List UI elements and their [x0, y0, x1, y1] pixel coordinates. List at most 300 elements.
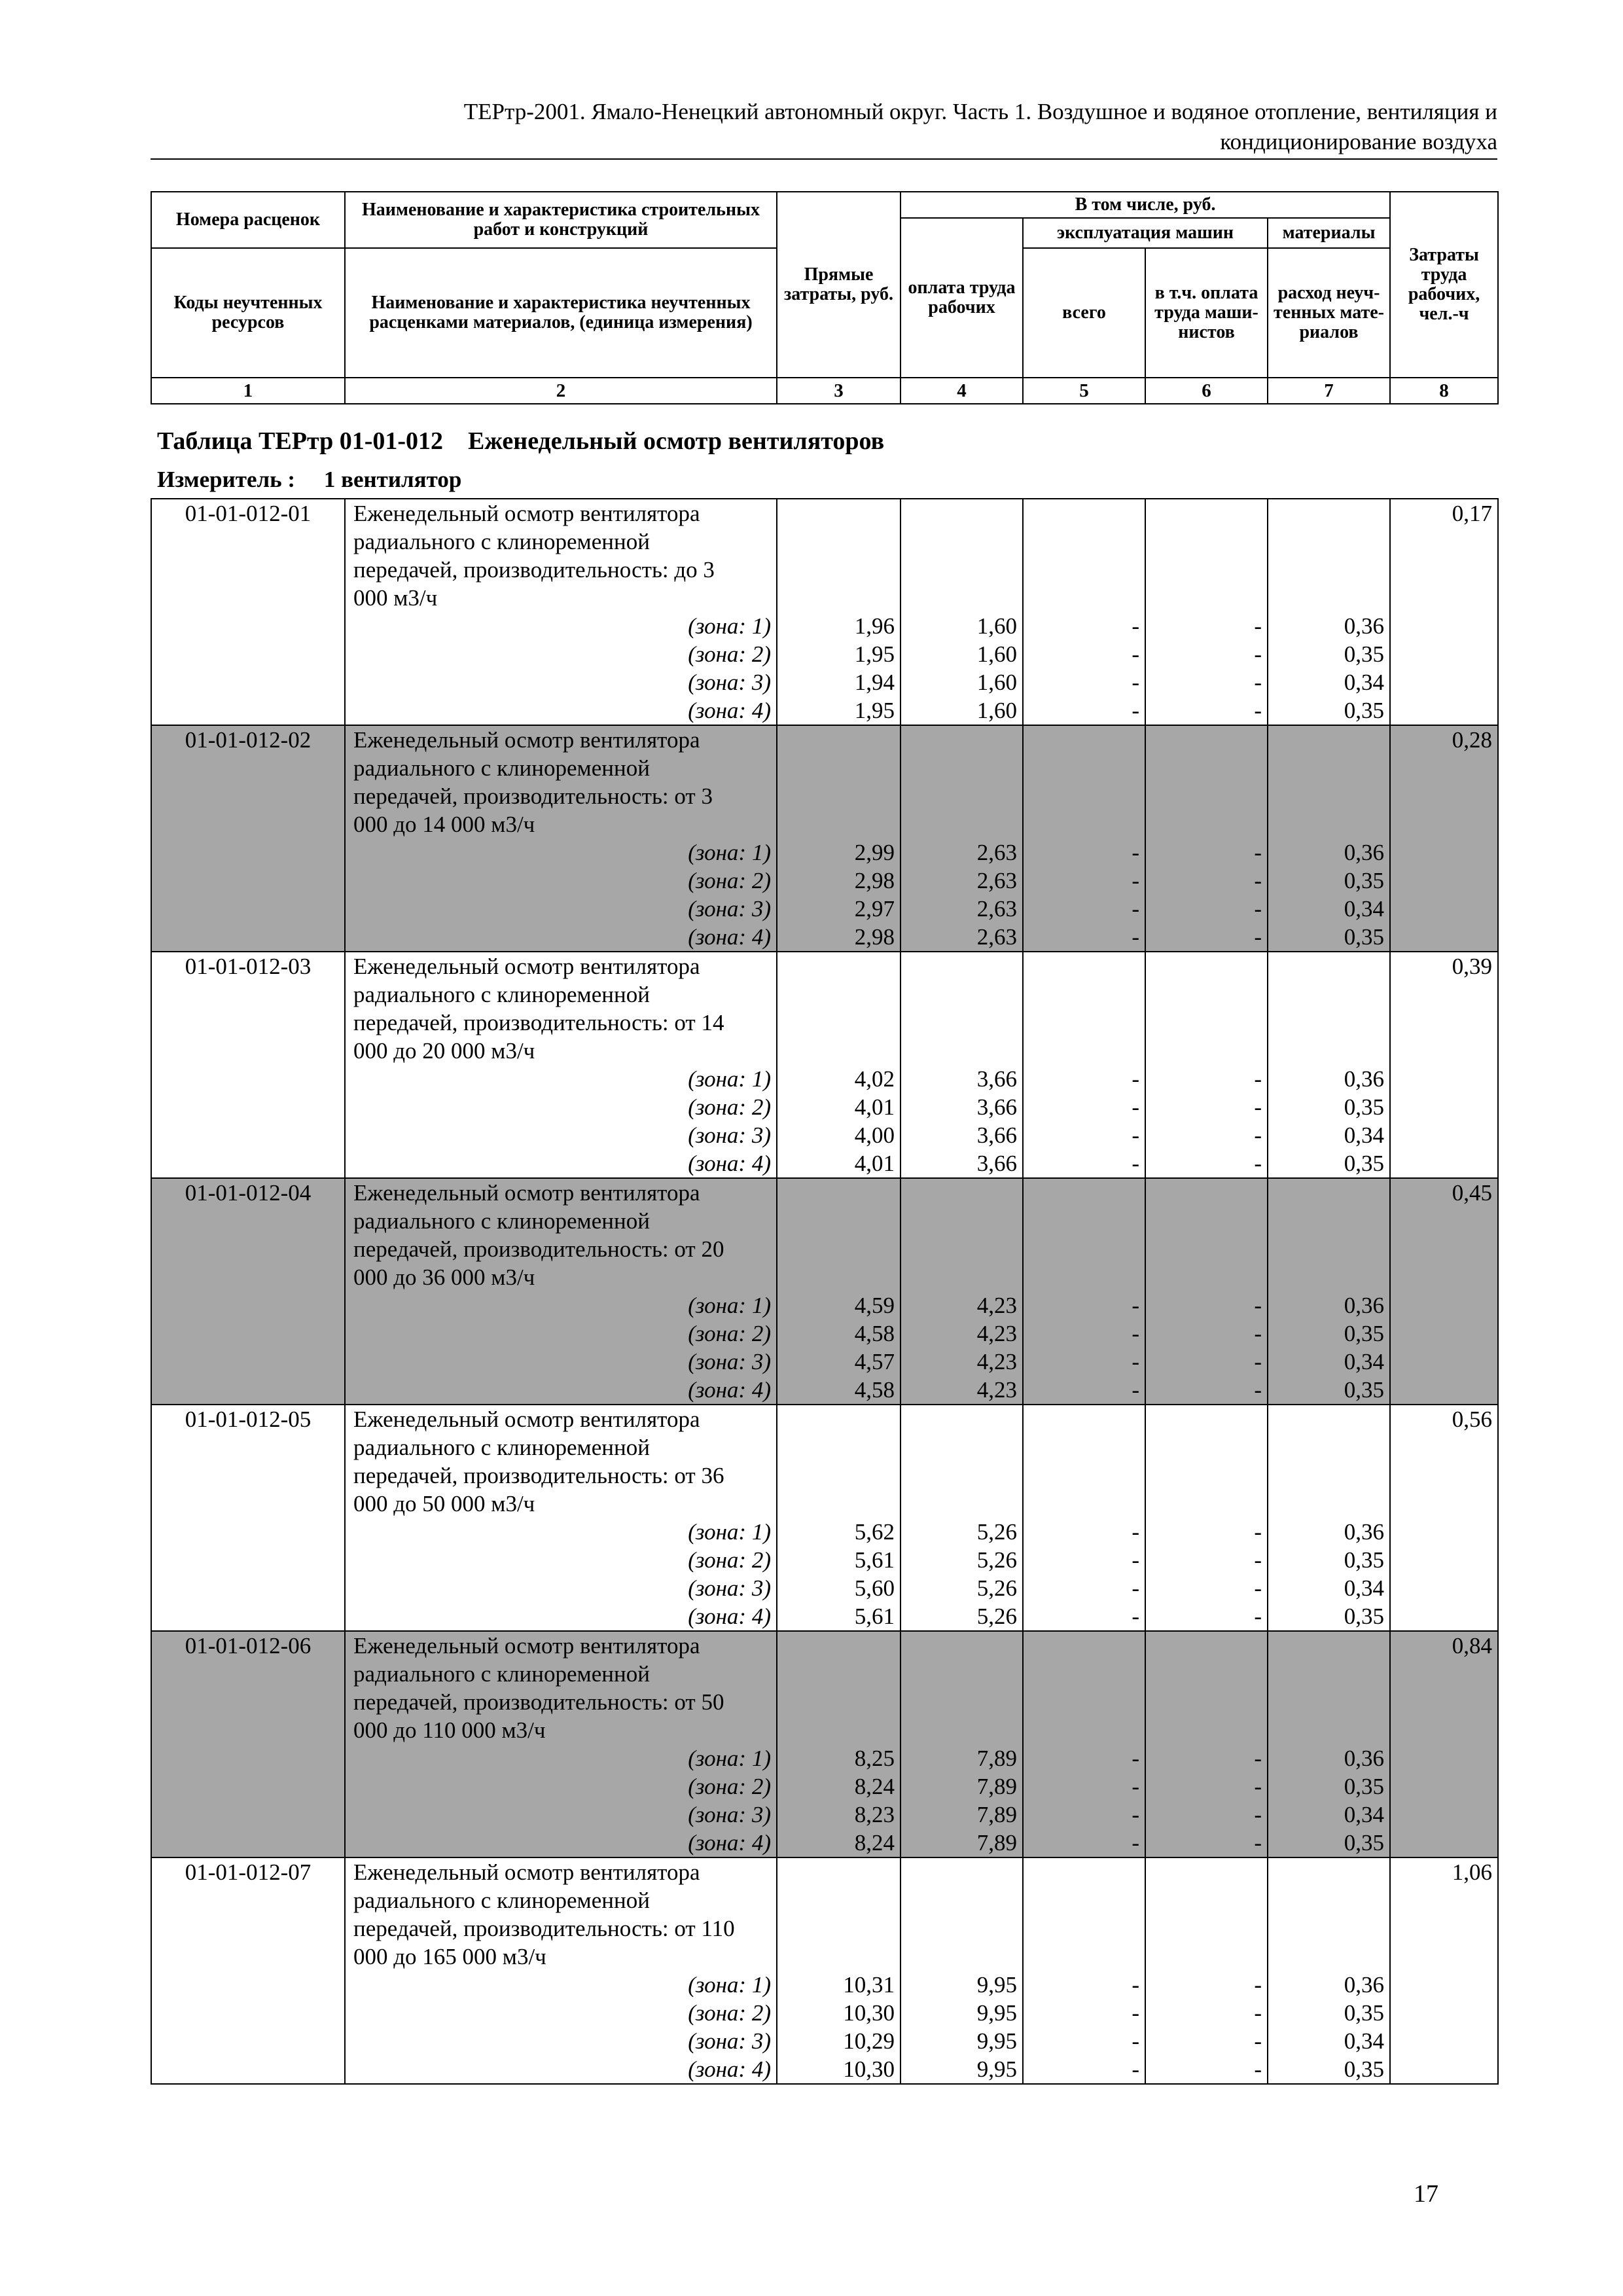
zone-row [151, 1574, 1498, 1602]
empty-cell [901, 782, 1023, 810]
empty-cell [901, 1716, 1023, 1744]
empty-cell [1145, 528, 1268, 556]
rate-name-line: радиального с клиноременной [345, 1433, 777, 1462]
direct-costs: 10,30 [777, 1999, 901, 2027]
direct-costs: 1,95 [777, 640, 901, 668]
empty-cell [777, 1943, 901, 1971]
materials: 0,35 [1268, 640, 1390, 668]
rate-name-line: Еженедельный осмотр вентилятора [345, 725, 777, 754]
direct-costs: 8,23 [777, 1801, 901, 1829]
labor-costs: 0,45 [1390, 1178, 1498, 1405]
empty-cell [777, 1660, 901, 1688]
empty-cell [1023, 1490, 1145, 1518]
zone-label: (зона: 3) [345, 2027, 777, 2055]
empty-cell [1023, 556, 1145, 584]
zone-row [151, 1518, 1498, 1546]
empty-cell [1268, 1688, 1390, 1716]
materials: 0,35 [1268, 1829, 1390, 1857]
materials: 0,36 [1268, 1744, 1390, 1772]
zone-row [151, 1801, 1498, 1829]
empty-cell [1268, 1009, 1390, 1037]
table-row [151, 980, 1498, 1009]
empty-cell [1145, 1263, 1268, 1291]
empty-cell [1023, 584, 1145, 612]
empty-cell [901, 1009, 1023, 1037]
labor-costs: 0,56 [1390, 1405, 1498, 1631]
table-row [151, 1235, 1498, 1263]
zone-label: (зона: 4) [345, 2055, 777, 2084]
header-unaccounted-materials: расход неуч-тенных мате-риалов [1268, 248, 1390, 378]
empty-cell [777, 725, 901, 754]
empty-cell [1268, 980, 1390, 1009]
empty-cell [901, 1207, 1023, 1235]
empty-cell [1268, 1037, 1390, 1065]
empty-cell [901, 1943, 1023, 1971]
empty-cell [777, 1490, 901, 1518]
wages: 4,23 [901, 1319, 1023, 1348]
zone-label: (зона: 2) [345, 867, 777, 895]
empty-cell [1023, 1914, 1145, 1943]
zone-label: (зона: 3) [345, 668, 777, 696]
materials: 0,36 [1268, 1065, 1390, 1093]
empty-cell [777, 584, 901, 612]
rate-name-line: Еженедельный осмотр вентилятора [345, 1857, 777, 1886]
empty-cell [901, 1433, 1023, 1462]
empty-cell [1145, 1857, 1268, 1886]
empty-cell [1145, 1207, 1268, 1235]
machines-total: - [1023, 867, 1145, 895]
materials: 0,35 [1268, 923, 1390, 952]
machinists-wages: - [1145, 2027, 1268, 2055]
empty-cell [1023, 1263, 1145, 1291]
direct-costs: 2,98 [777, 923, 901, 952]
rate-code: 01-01-012-06 [151, 1631, 345, 1857]
wages: 4,23 [901, 1348, 1023, 1376]
machines-total: - [1023, 1602, 1145, 1631]
rate-name-line: Еженедельный осмотр вентилятора [345, 952, 777, 980]
empty-cell [1023, 1688, 1145, 1716]
wages: 5,26 [901, 1602, 1023, 1631]
table-row [151, 754, 1498, 782]
zone-label: (зона: 3) [345, 1574, 777, 1602]
table-row [151, 1263, 1498, 1291]
zone-label: (зона: 1) [345, 1065, 777, 1093]
table-row [151, 1914, 1498, 1943]
wages: 3,66 [901, 1093, 1023, 1121]
table-row [151, 1009, 1498, 1037]
rate-name-line: 000 до 50 000 м3/ч [345, 1490, 777, 1518]
materials: 0,34 [1268, 895, 1390, 923]
wages: 4,23 [901, 1376, 1023, 1405]
empty-cell [1023, 1660, 1145, 1688]
zone-label: (зона: 3) [345, 1121, 777, 1149]
empty-cell [1145, 1235, 1268, 1263]
labor-costs: 0,17 [1390, 499, 1498, 725]
empty-cell [1268, 1263, 1390, 1291]
empty-cell [1145, 556, 1268, 584]
direct-costs: 2,97 [777, 895, 901, 923]
zone-row [151, 1971, 1498, 1999]
wages: 3,66 [901, 1121, 1023, 1149]
empty-cell [777, 1009, 901, 1037]
wages: 7,89 [901, 1744, 1023, 1772]
machinists-wages: - [1145, 1093, 1268, 1121]
materials: 0,35 [1268, 1093, 1390, 1121]
rate-name-line: Еженедельный осмотр вентилятора [345, 1178, 777, 1207]
rate-name-line: передачей, производительность: от 36 [345, 1462, 777, 1490]
empty-cell [901, 1886, 1023, 1914]
labor-costs: 0,39 [1390, 952, 1498, 1178]
machinists-wages: - [1145, 612, 1268, 640]
empty-cell [901, 1263, 1023, 1291]
zone-row [151, 1602, 1498, 1631]
empty-cell [1145, 1178, 1268, 1207]
empty-cell [1023, 1235, 1145, 1263]
machinists-wages: - [1145, 640, 1268, 668]
table-row [151, 1433, 1498, 1462]
zone-row [151, 2027, 1498, 2055]
header-machines-total: всего [1023, 248, 1145, 378]
page-header [151, 97, 1497, 160]
header-including: В том числе, руб. [901, 192, 1390, 218]
machines-total: - [1023, 1971, 1145, 1999]
machines-total: - [1023, 1149, 1145, 1178]
empty-cell [901, 1490, 1023, 1518]
zone-label: (зона: 1) [345, 1518, 777, 1546]
zone-row [151, 1065, 1498, 1093]
direct-costs: 8,24 [777, 1829, 901, 1857]
empty-cell [901, 1631, 1023, 1660]
zone-row [151, 1546, 1498, 1574]
machinists-wages: - [1145, 1121, 1268, 1149]
zone-row [151, 640, 1498, 668]
rate-name-line: 000 до 14 000 м3/ч [345, 810, 777, 838]
empty-cell [777, 1631, 901, 1660]
empty-cell [1023, 1716, 1145, 1744]
wages: 1,60 [901, 668, 1023, 696]
wages: 2,63 [901, 923, 1023, 952]
empty-cell [777, 1716, 901, 1744]
labor-costs: 1,06 [1390, 1857, 1498, 2084]
direct-costs: 10,30 [777, 2055, 901, 2084]
direct-costs: 5,61 [777, 1602, 901, 1631]
header-resource-codes: Коды неучтенных ресурсов [151, 248, 345, 378]
empty-cell [901, 754, 1023, 782]
machines-total: - [1023, 1319, 1145, 1348]
empty-cell [1145, 1462, 1268, 1490]
rate-name-line: Еженедельный осмотр вентилятора [345, 1631, 777, 1660]
rate-name-line: передачей, производительность: от 14 [345, 1009, 777, 1037]
zone-label: (зона: 4) [345, 696, 777, 725]
empty-cell [1145, 1490, 1268, 1518]
empty-cell [901, 1660, 1023, 1688]
wages: 9,95 [901, 2027, 1023, 2055]
direct-costs: 2,99 [777, 838, 901, 867]
direct-costs: 4,58 [777, 1319, 901, 1348]
empty-cell [1268, 754, 1390, 782]
empty-cell [901, 1462, 1023, 1490]
table-row [151, 810, 1498, 838]
empty-cell [1023, 1405, 1145, 1433]
measure-unit: Измеритель : 1 вентилятор [157, 467, 462, 492]
zone-row [151, 1348, 1498, 1376]
empty-cell [1023, 1462, 1145, 1490]
machines-total: - [1023, 640, 1145, 668]
rate-name-line: радиального с клиноременной [345, 1207, 777, 1235]
empty-cell [1268, 1943, 1390, 1971]
zone-row [151, 2055, 1498, 2084]
table-title: Таблица ТЕРтр 01-01-012 Еженедельный осмотр вентиляторов [157, 427, 885, 455]
empty-cell [1268, 1857, 1390, 1886]
machines-total: - [1023, 895, 1145, 923]
zone-label: (зона: 3) [345, 1801, 777, 1829]
zone-row [151, 696, 1498, 725]
empty-cell [777, 1462, 901, 1490]
empty-cell [1023, 499, 1145, 528]
zone-label: (зона: 2) [345, 1772, 777, 1801]
empty-cell [1268, 1207, 1390, 1235]
empty-cell [1268, 1716, 1390, 1744]
zone-label: (зона: 4) [345, 1602, 777, 1631]
machinists-wages: - [1145, 1829, 1268, 1857]
machinists-wages: - [1145, 1518, 1268, 1546]
zone-label: (зона: 2) [345, 1319, 777, 1348]
materials: 0,35 [1268, 696, 1390, 725]
zone-row [151, 1319, 1498, 1348]
table-row [151, 1037, 1498, 1065]
empty-cell [1268, 1178, 1390, 1207]
machinists-wages: - [1145, 1602, 1268, 1631]
zone-label: (зона: 2) [345, 1093, 777, 1121]
direct-costs: 8,25 [777, 1744, 901, 1772]
table-row [151, 725, 1498, 754]
machines-total: - [1023, 1546, 1145, 1574]
wages: 7,89 [901, 1801, 1023, 1829]
machinists-wages: - [1145, 1801, 1268, 1829]
machinists-wages: - [1145, 1574, 1268, 1602]
empty-cell [901, 1235, 1023, 1263]
zone-row [151, 1149, 1498, 1178]
empty-cell [1023, 952, 1145, 980]
table-row [151, 556, 1498, 584]
zone-row [151, 1829, 1498, 1857]
zone-label: (зона: 1) [345, 1744, 777, 1772]
machinists-wages: - [1145, 1348, 1268, 1376]
machines-total: - [1023, 1065, 1145, 1093]
machinists-wages: - [1145, 2055, 1268, 2084]
empty-cell [777, 1207, 901, 1235]
machines-total: - [1023, 1093, 1145, 1121]
rate-name-line: 000 м3/ч [345, 584, 777, 612]
rate-code: 01-01-012-04 [151, 1178, 345, 1405]
rate-name-line: радиального с клиноременной [345, 754, 777, 782]
zone-label: (зона: 4) [345, 1149, 777, 1178]
empty-cell [1023, 1178, 1145, 1207]
column-number: 5 [1023, 378, 1145, 404]
empty-cell [1268, 1462, 1390, 1490]
zone-label: (зона: 1) [345, 1291, 777, 1319]
empty-cell [1268, 1405, 1390, 1433]
table-row [151, 952, 1498, 980]
empty-cell [1268, 1914, 1390, 1943]
zone-row [151, 895, 1498, 923]
machines-total: - [1023, 1518, 1145, 1546]
empty-cell [1023, 1886, 1145, 1914]
empty-cell [1023, 1943, 1145, 1971]
empty-cell [777, 1178, 901, 1207]
empty-cell [777, 1886, 901, 1914]
zone-row [151, 612, 1498, 640]
rate-name-line: радиального с клиноременной [345, 1660, 777, 1688]
empty-cell [1023, 1631, 1145, 1660]
empty-cell [777, 952, 901, 980]
empty-cell [1145, 1943, 1268, 1971]
zone-row [151, 1744, 1498, 1772]
empty-cell [901, 1178, 1023, 1207]
empty-cell [1268, 1235, 1390, 1263]
zone-row [151, 1772, 1498, 1801]
materials: 0,35 [1268, 1149, 1390, 1178]
empty-cell [901, 1688, 1023, 1716]
zone-row [151, 1999, 1498, 2027]
column-numbers-row [151, 378, 1498, 404]
empty-cell [777, 528, 901, 556]
machinists-wages: - [1145, 696, 1268, 725]
empty-cell [1268, 1886, 1390, 1914]
empty-cell [1145, 980, 1268, 1009]
machines-total: - [1023, 1829, 1145, 1857]
header-wages: оплата труда рабочих [901, 218, 1023, 378]
empty-cell [1145, 810, 1268, 838]
machinists-wages: - [1145, 923, 1268, 952]
table-row [151, 1405, 1498, 1433]
table-row [151, 1660, 1498, 1688]
empty-cell [1023, 1433, 1145, 1462]
wages: 3,66 [901, 1149, 1023, 1178]
zone-row [151, 1291, 1498, 1319]
machinists-wages: - [1145, 1319, 1268, 1348]
rate-name-line: Еженедельный осмотр вентилятора [345, 1405, 777, 1433]
rate-name-line: передачей, производительность: от 20 [345, 1235, 777, 1263]
machines-total: - [1023, 696, 1145, 725]
empty-cell [901, 584, 1023, 612]
header-line-1: ТЕРтр-2001. Ямало-Ненецкий автономный округ. Часть 1. Воздушное и водяное отопление, вентиляция и [463, 99, 1497, 124]
wages: 2,63 [901, 895, 1023, 923]
wages: 1,60 [901, 640, 1023, 668]
machinists-wages: - [1145, 1772, 1268, 1801]
machinists-wages: - [1145, 1546, 1268, 1574]
wages: 7,89 [901, 1829, 1023, 1857]
rate-code: 01-01-012-05 [151, 1405, 345, 1631]
materials: 0,35 [1268, 1602, 1390, 1631]
machines-total: - [1023, 923, 1145, 952]
page-number: 17 [1414, 2180, 1438, 2208]
rate-name-line: передачей, производительность: от 50 [345, 1688, 777, 1716]
wages: 5,26 [901, 1574, 1023, 1602]
table-row [151, 528, 1498, 556]
direct-costs: 4,00 [777, 1121, 901, 1149]
materials: 0,35 [1268, 1772, 1390, 1801]
zone-row [151, 1093, 1498, 1121]
empty-cell [777, 1914, 901, 1943]
header-machine-operation: эксплуатация машин [1023, 218, 1268, 248]
empty-cell [777, 1688, 901, 1716]
empty-cell [1268, 725, 1390, 754]
zone-label: (зона: 2) [345, 640, 777, 668]
machinists-wages: - [1145, 1999, 1268, 2027]
machines-total: - [1023, 668, 1145, 696]
empty-cell [1023, 782, 1145, 810]
wages: 5,26 [901, 1518, 1023, 1546]
machines-total: - [1023, 1999, 1145, 2027]
empty-cell [777, 782, 901, 810]
materials: 0,36 [1268, 838, 1390, 867]
direct-costs: 1,94 [777, 668, 901, 696]
empty-cell [1145, 1405, 1268, 1433]
machinists-wages: - [1145, 1149, 1268, 1178]
direct-costs: 8,24 [777, 1772, 901, 1801]
table-row [151, 1716, 1498, 1744]
empty-cell [1145, 1433, 1268, 1462]
rate-name-line: 000 до 20 000 м3/ч [345, 1037, 777, 1065]
empty-cell [777, 1037, 901, 1065]
empty-cell [1145, 1660, 1268, 1688]
wages: 7,89 [901, 1772, 1023, 1801]
machines-total: - [1023, 1801, 1145, 1829]
empty-cell [901, 1857, 1023, 1886]
empty-cell [1145, 1886, 1268, 1914]
empty-cell [1268, 584, 1390, 612]
machines-total: - [1023, 1121, 1145, 1149]
zone-row [151, 923, 1498, 952]
wages: 2,63 [901, 838, 1023, 867]
empty-cell [1145, 499, 1268, 528]
column-number: 3 [777, 378, 901, 404]
rate-code: 01-01-012-07 [151, 1857, 345, 2084]
zone-label: (зона: 2) [345, 1546, 777, 1574]
materials: 0,36 [1268, 612, 1390, 640]
empty-cell [1268, 1433, 1390, 1462]
zone-label: (зона: 4) [345, 1376, 777, 1405]
wages: 1,60 [901, 612, 1023, 640]
rate-name-line: передачей, производительность: от 110 [345, 1914, 777, 1943]
empty-cell [1145, 725, 1268, 754]
direct-costs: 1,96 [777, 612, 901, 640]
empty-cell [901, 1914, 1023, 1943]
wages: 9,95 [901, 1971, 1023, 1999]
empty-cell [1268, 1660, 1390, 1688]
empty-cell [901, 1037, 1023, 1065]
table-row [151, 584, 1498, 612]
empty-cell [1145, 1009, 1268, 1037]
materials: 0,36 [1268, 1971, 1390, 1999]
zone-label: (зона: 4) [345, 1829, 777, 1857]
zone-row [151, 867, 1498, 895]
zone-row [151, 838, 1498, 867]
empty-cell [901, 499, 1023, 528]
machines-total: - [1023, 612, 1145, 640]
rate-name-line: 000 до 110 000 м3/ч [345, 1716, 777, 1744]
materials: 0,34 [1268, 1348, 1390, 1376]
rate-name-line: передачей, производительность: от 3 [345, 782, 777, 810]
materials: 0,34 [1268, 1121, 1390, 1149]
empty-cell [777, 1433, 901, 1462]
zone-label: (зона: 4) [345, 923, 777, 952]
zone-row [151, 1121, 1498, 1149]
direct-costs: 4,01 [777, 1149, 901, 1178]
materials: 0,36 [1268, 1518, 1390, 1546]
wages: 3,66 [901, 1065, 1023, 1093]
